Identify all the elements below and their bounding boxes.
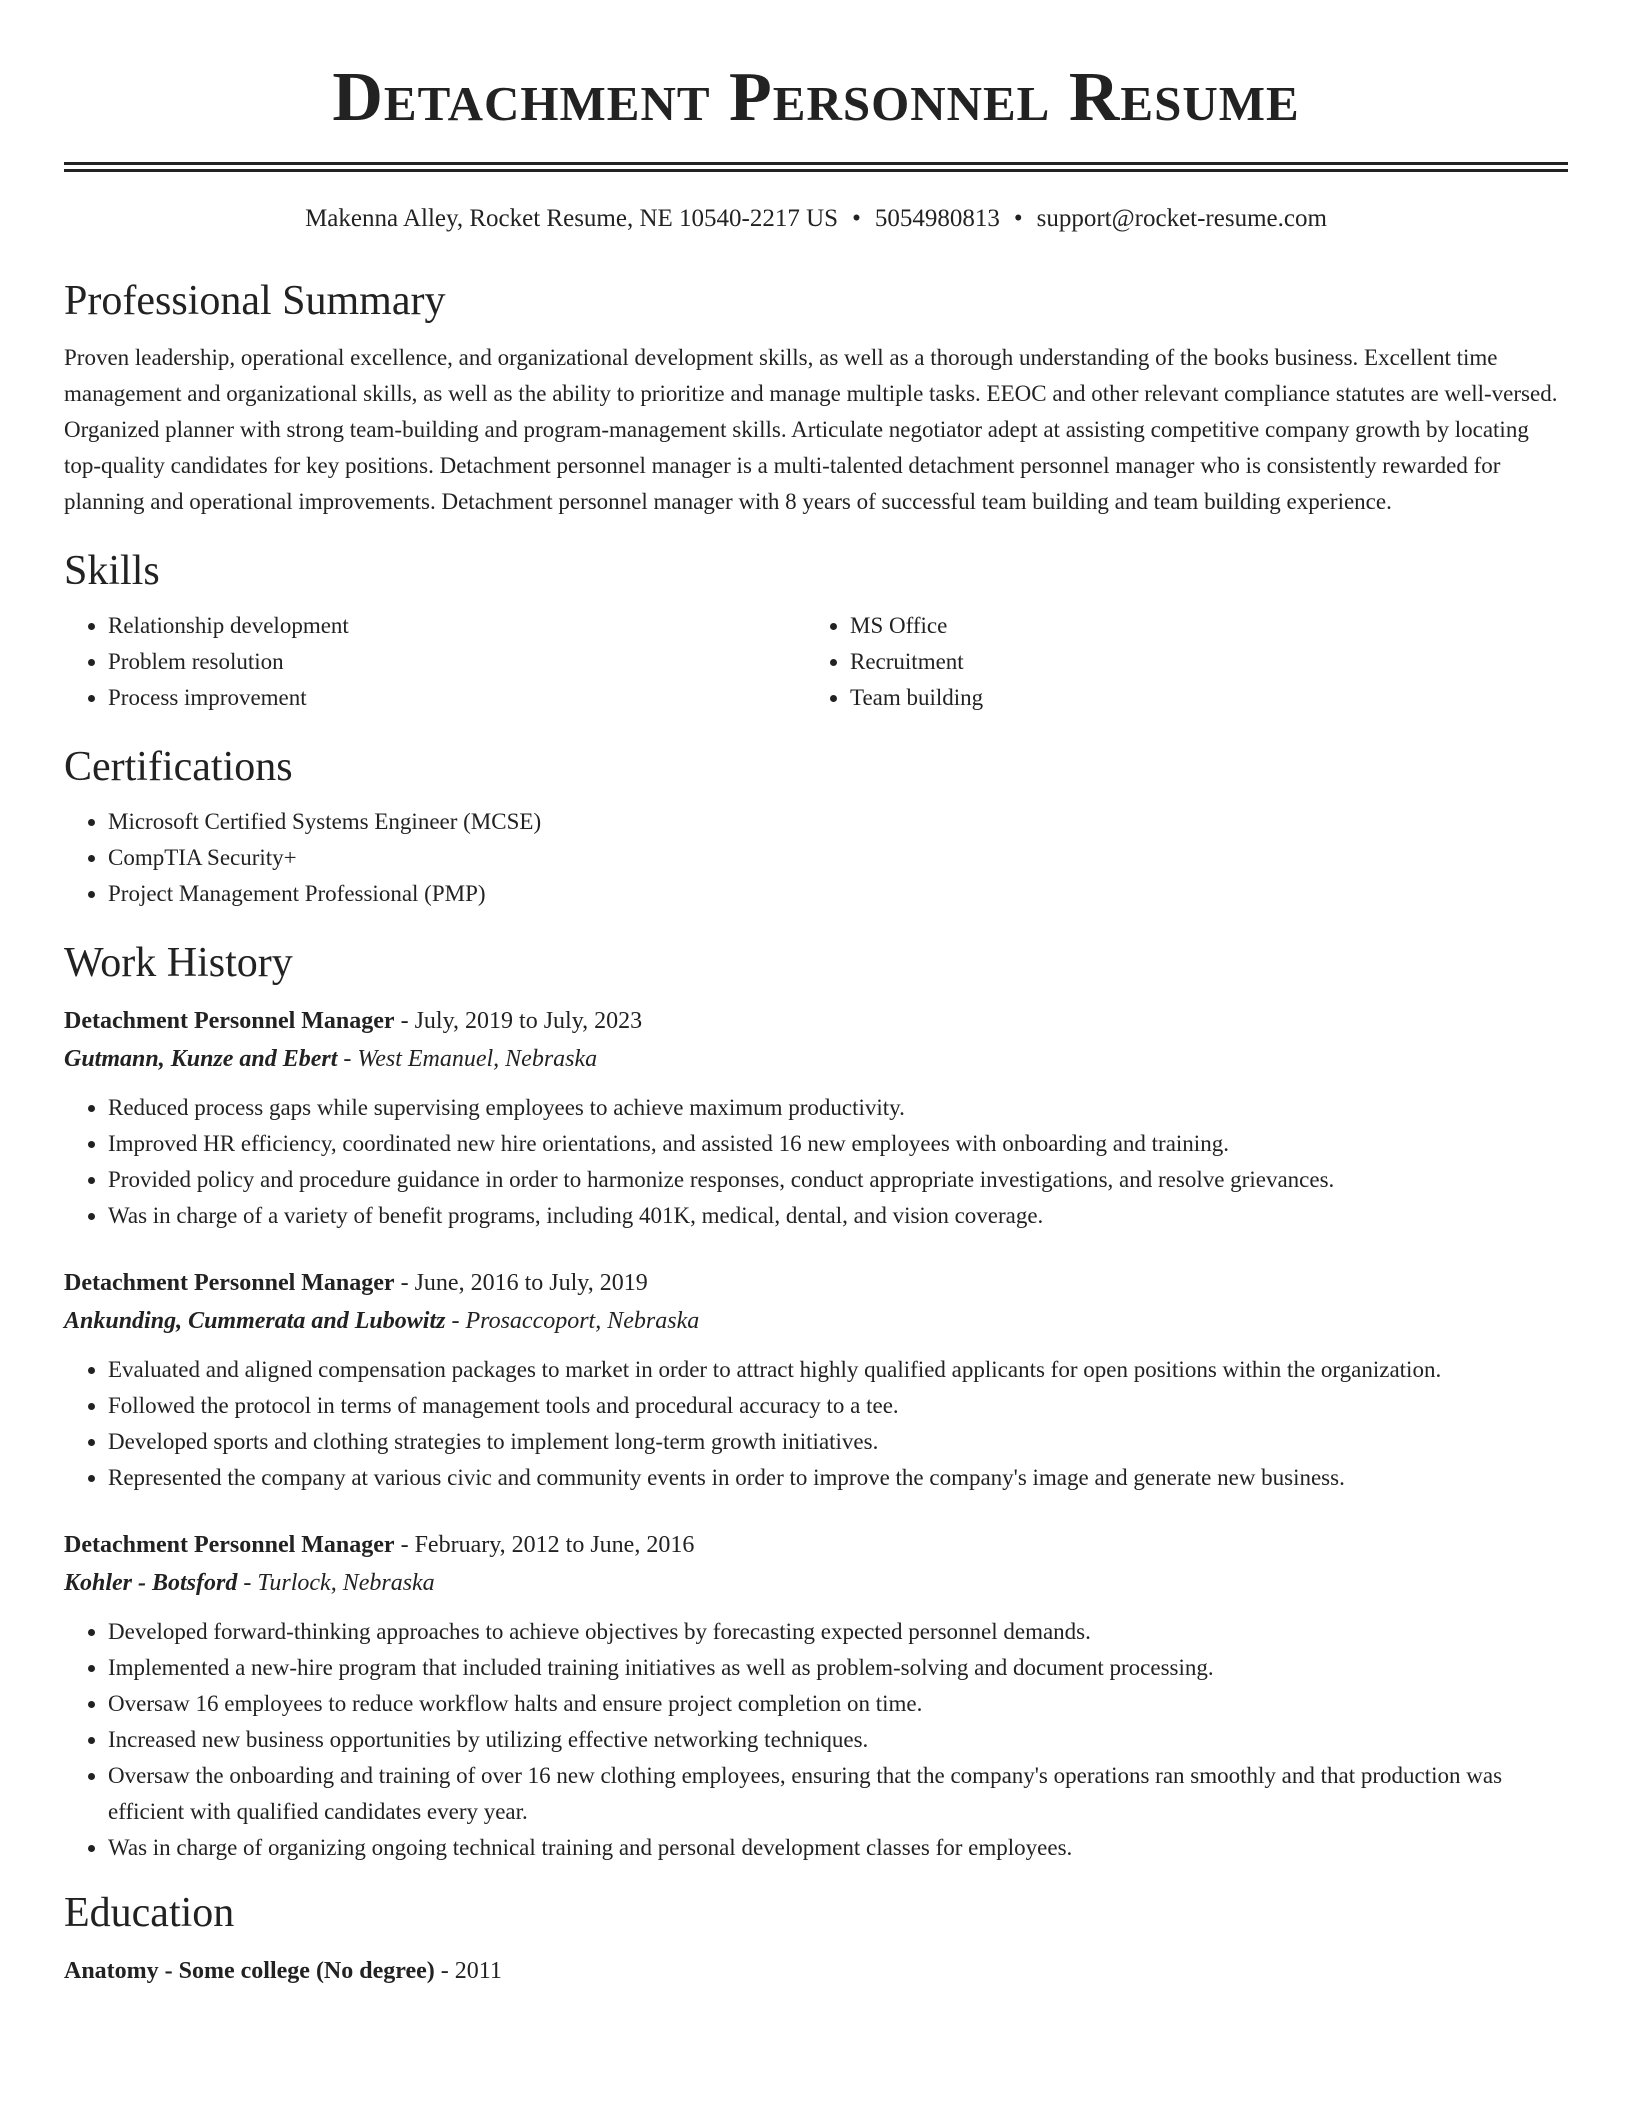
- job-bullet: • Developed forward-thinking approaches to achieve objectives by forecasting expected personnel demands.: [108, 1614, 1568, 1650]
- job-bullet: • Oversaw 16 employees to reduce workflow halts and ensure project completion on time.: [108, 1686, 1568, 1722]
- skill-item: • MS Office: [850, 608, 1548, 644]
- job-company-line: [64, 1302, 1568, 1340]
- resume-title: Detachment Personnel Resume: [332, 59, 1300, 136]
- job-title-line: [64, 1264, 1568, 1302]
- contact-separator: •: [1013, 205, 1023, 232]
- job-company: Kohler - Botsford: [64, 1570, 238, 1596]
- skills-list: [64, 608, 1568, 716]
- summary-text: Proven leadership, operational excellence, and organizational development skills, as well as a thorough understanding of the books business. Excellent time management and organizational skills, as well as the ability to prioritize and manage multiple tasks. EEOC and other relevant compliance statutes are well-versed. Organized planner with strong team-building and program-management skills. Articulate negotiator adept at assisting competitive company growth by locating top-quality candidates for key positions. Detachment personnel manager is a multi-talented detachment personnel manager who is consistently rewarded for planning and operational improvements. Detachment personnel manager with 8 years of successful team building and team building experience.: [64, 345, 1558, 514]
- job-dates: - July, 2019 to July, 2023: [394, 1008, 643, 1034]
- education-heading: Education: [64, 1890, 235, 1936]
- job-bullet: • Implemented a new-hire program that included training initiatives as well as problem-solving and document processing.: [108, 1650, 1568, 1686]
- certification-item: • Microsoft Certified Systems Engineer (MCSE): [108, 804, 1568, 840]
- skills-column-right: [806, 608, 1548, 716]
- job-role: Detachment Personnel Manager: [64, 1532, 395, 1558]
- certifications-heading: Certifications: [64, 744, 293, 790]
- certifications-list: [64, 804, 1568, 912]
- job-role: Detachment Personnel Manager: [64, 1270, 395, 1296]
- contact-email: support@rocket-resume.com: [1036, 205, 1327, 232]
- job-bullet: • Developed sports and clothing strategies to implement long-term growth initiatives.: [108, 1424, 1568, 1460]
- skill-item: • Team building: [850, 680, 1548, 716]
- job-location: - Turlock, Nebraska: [237, 1570, 435, 1596]
- job-bullet: • Followed the protocol in terms of management tools and procedural accuracy to a tee.: [108, 1388, 1568, 1424]
- skill-item: • Relationship development: [108, 608, 806, 644]
- job-dates: - June, 2016 to July, 2019: [394, 1270, 648, 1296]
- certification-item: • CompTIA Security+: [108, 840, 1568, 876]
- job-title-line: [64, 1526, 1568, 1564]
- summary-heading: Professional Summary: [64, 278, 446, 324]
- contact-line: [64, 202, 1568, 236]
- skill-item: • Problem resolution: [108, 644, 806, 680]
- skills-column-left: [64, 608, 806, 716]
- education-degree: Anatomy - Some college (No degree): [64, 1958, 435, 1984]
- job-location: - Prosaccoport, Nebraska: [445, 1308, 700, 1334]
- job-bullets: [64, 1614, 1568, 1866]
- job-entry: [64, 1526, 1568, 1866]
- job-dates: - February, 2012 to June, 2016: [394, 1532, 695, 1558]
- job-role: Detachment Personnel Manager: [64, 1008, 395, 1034]
- work-history-heading: Work History: [64, 940, 293, 986]
- job-bullet: • Was in charge of organizing ongoing technical training and personal development classes for employees.: [108, 1830, 1568, 1866]
- job-bullet: • Represented the company at various civic and community events in order to improve the company's image and generate new business.: [108, 1460, 1568, 1496]
- job-bullet: • Improved HR efficiency, coordinated new hire orientations, and assisted 16 new employees with onboarding and training.: [108, 1126, 1568, 1162]
- job-company-line: [64, 1564, 1568, 1602]
- education-year: - 2011: [434, 1958, 502, 1984]
- contact-phone: 5054980813: [874, 205, 1000, 232]
- job-entry: [64, 1264, 1568, 1496]
- job-entry: [64, 1002, 1568, 1234]
- job-company: Gutmann, Kunze and Ebert: [64, 1046, 338, 1072]
- skill-item: • Recruitment: [850, 644, 1548, 680]
- contact-address: Makenna Alley, Rocket Resume, NE 10540-2217 US: [305, 205, 839, 232]
- education-entry: [64, 1952, 1568, 1990]
- job-location: - West Emanuel, Nebraska: [337, 1046, 598, 1072]
- job-bullet: • Was in charge of a variety of benefit programs, including 401K, medical, dental, and vision coverage.: [108, 1198, 1568, 1234]
- job-bullet: • Provided policy and procedure guidance in order to harmonize responses, conduct appropriate investigations, and resolve grievances.: [108, 1162, 1568, 1198]
- certification-item: • Project Management Professional (PMP): [108, 876, 1568, 912]
- resume-page: [64, 0, 1568, 1990]
- job-bullet: • Oversaw the onboarding and training of over 16 new clothing employees, ensuring that the company's operations ran smoothly and that production was efficient with qualified candidates every year.: [108, 1758, 1568, 1830]
- job-bullets: [64, 1352, 1568, 1496]
- job-bullet: • Increased new business opportunities by utilizing effective networking techniques.: [108, 1722, 1568, 1758]
- title-double-rule: [64, 162, 1568, 172]
- job-company-line: [64, 1040, 1568, 1078]
- job-bullets: [64, 1090, 1568, 1234]
- contact-separator: •: [852, 205, 861, 232]
- job-title-line: [64, 1002, 1568, 1040]
- job-bullet: • Evaluated and aligned compensation packages to market in order to attract highly qualified applicants for open positions within the organization.: [108, 1352, 1568, 1388]
- skill-item: • Process improvement: [108, 680, 806, 716]
- job-bullet: • Reduced process gaps while supervising employees to achieve maximum productivity.: [108, 1090, 1568, 1126]
- job-company: Ankunding, Cummerata and Lubowitz: [64, 1308, 446, 1334]
- skills-heading: Skills: [64, 548, 160, 594]
